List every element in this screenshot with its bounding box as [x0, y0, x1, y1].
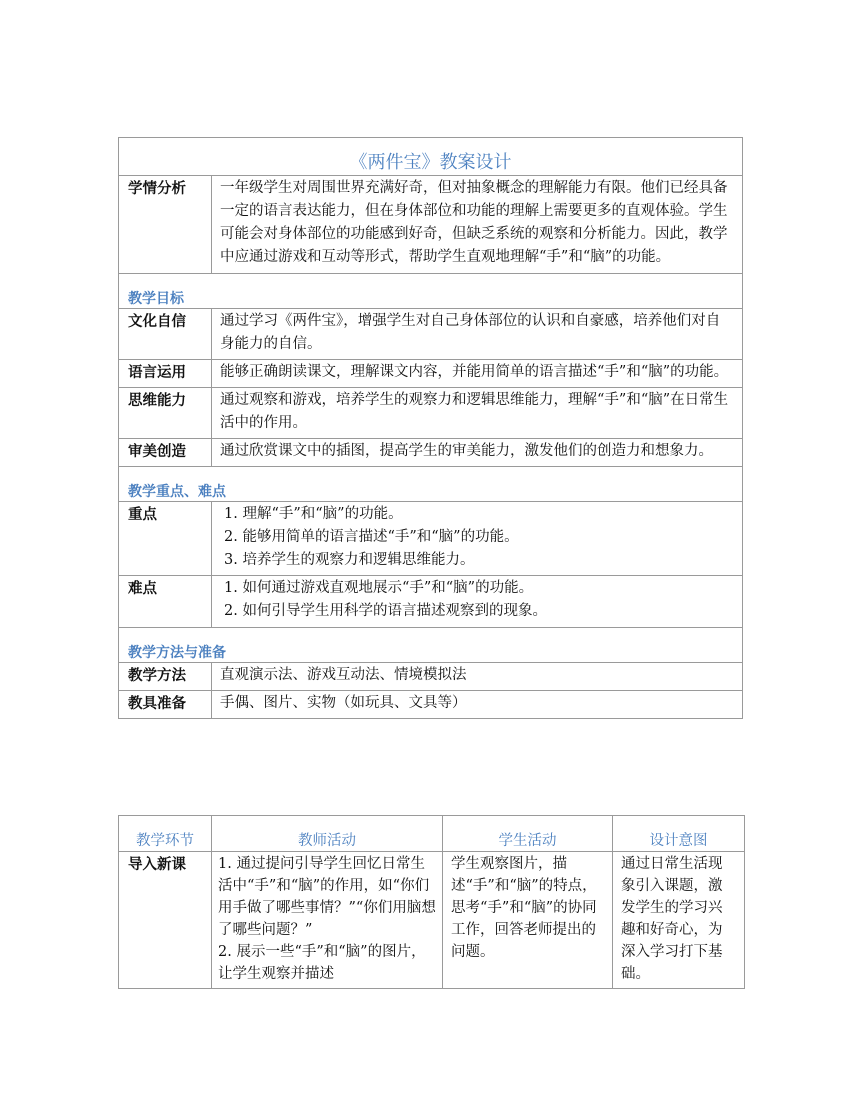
- focus-list: [220, 503, 734, 572]
- analysis-label: 学情分析: [119, 176, 212, 274]
- list-item: 2. 能够用简单的语言描述“手”和“脑”的功能。: [224, 529, 519, 545]
- method-text: 直观演示法、游戏互动法、情境模拟法: [212, 663, 743, 691]
- header-intent: 设计意图: [613, 816, 745, 852]
- teacher-step: 2. 展示一些“手”和“脑”的图片，让学生观察并描述: [218, 944, 426, 982]
- goal-row: [119, 388, 743, 439]
- stage-cell: 导入新课: [119, 852, 212, 989]
- analysis-text: 一年级学生对周围世界充满好奇，但对抽象概念的理解能力有限。他们已经具备一定的语言表达能力，但在身体部位和功能的理解上需要更多的直观体验。学生可能会对身体部位的功能感到好奇，但缺乏系统的观察和分析能力。因此，教学中应通过游戏和互动等形式，帮助学生直观地理解“手”和“脑”的功能。: [212, 176, 743, 274]
- methods-heading: 教学方法与准备: [119, 628, 743, 663]
- goal-label: 语言运用: [119, 360, 212, 388]
- goal-label: 文化自信: [119, 309, 212, 360]
- list-item: 1. 如何通过游戏直观地展示“手”和“脑”的功能。: [224, 580, 534, 596]
- teacher-step: 1. 通过提问引导学生回忆日常生活中“手”和“脑”的作用，如“你们用手做了哪些事情？”“你们用脑想了哪些问题？”: [218, 856, 436, 938]
- plan-title: 《两件宝》教案设计: [119, 138, 743, 176]
- table-row: [119, 852, 745, 989]
- goals-heading: 教学目标: [119, 274, 743, 309]
- header-teacher: 教师活动: [212, 816, 443, 852]
- tools-text: 手偶、图片、实物（如玩具、文具等）: [212, 691, 743, 719]
- tools-label: 教具准备: [119, 691, 212, 719]
- goal-text: 通过欣赏课文中的插图，提高学生的审美能力，激发他们的创造力和想象力。: [212, 439, 743, 467]
- goal-text: 能够正确朗读课文，理解课文内容，并能用简单的语言描述“手”和“脑”的功能。: [212, 360, 743, 388]
- focus-label: 重点: [119, 502, 212, 576]
- difficulty-label: 难点: [119, 576, 212, 628]
- goal-text: 通过观察和游戏，培养学生的观察力和逻辑思维能力，理解“手”和“脑”在日常生活中的作用。: [212, 388, 743, 439]
- goal-row: [119, 439, 743, 467]
- key-points-heading: 教学重点、难点: [119, 467, 743, 502]
- lesson-plan-table: [118, 137, 743, 719]
- goal-label: 思维能力: [119, 388, 212, 439]
- goal-label: 审美创造: [119, 439, 212, 467]
- method-label: 教学方法: [119, 663, 212, 691]
- process-table: [118, 815, 745, 989]
- goal-text: 通过学习《两件宝》，增强学生对自己身体部位的认识和自豪感，培养他们对自身能力的自信。: [212, 309, 743, 360]
- list-item: 3. 培养学生的观察力和逻辑思维能力。: [224, 552, 475, 568]
- list-item: 2. 如何引导学生用科学的语言描述观察到的现象。: [224, 603, 547, 619]
- header-stage: 教学环节: [119, 816, 212, 852]
- student-cell: 学生观察图片，描述“手”和“脑”的特点，思考“手”和“脑”的协同工作，回答老师提出的问题。: [443, 852, 613, 989]
- goal-row: [119, 360, 743, 388]
- header-student: 学生活动: [443, 816, 613, 852]
- list-item: 1. 理解“手”和“脑”的功能。: [224, 506, 403, 522]
- process-header-row: [119, 816, 745, 852]
- goal-row: [119, 309, 743, 360]
- difficulty-list: [220, 577, 734, 623]
- intent-cell: 通过日常生活现象引入课题，激发学生的学习兴趣和好奇心，为深入学习打下基础。: [613, 852, 745, 989]
